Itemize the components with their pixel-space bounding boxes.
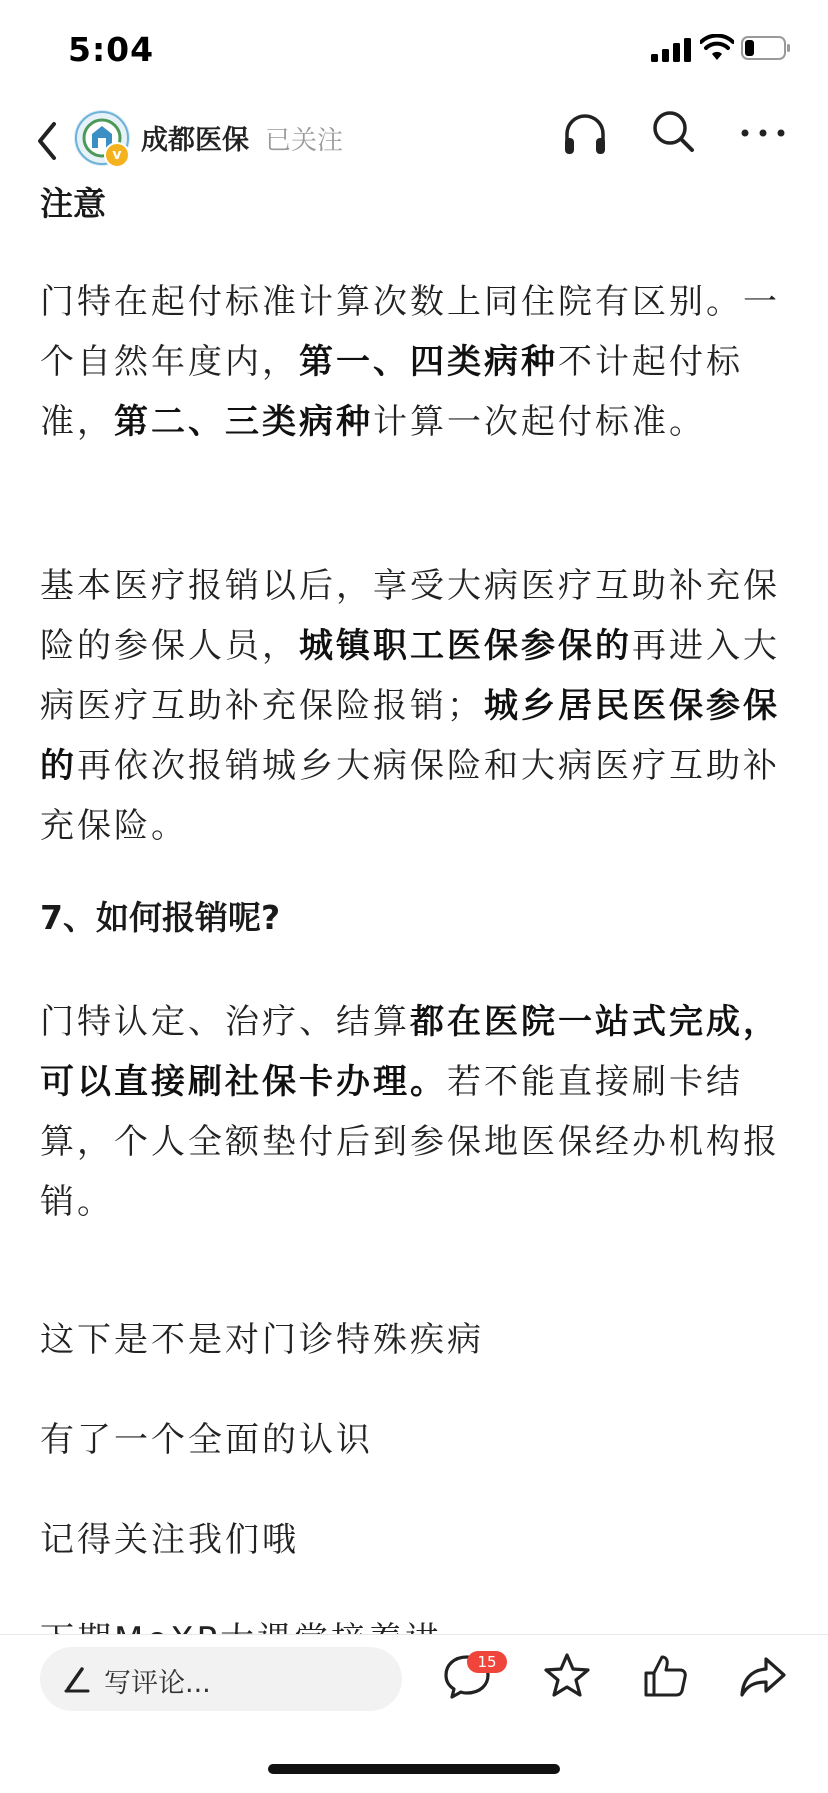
paragraph-deductible: 门特在起付标准计算次数上同住院有区别。一个自然年度内，第一、四类病种不计起付标准，第二、三类病种计算一次起付标准。 xyxy=(40,282,780,442)
star-icon[interactable] xyxy=(540,1649,594,1703)
comment-placeholder: 写评论... xyxy=(104,1668,211,1699)
closing-line: 有了一个全面的认识 xyxy=(40,1420,373,1460)
cellular-signal-icon xyxy=(651,38,693,62)
nav-bar xyxy=(0,100,828,192)
note-heading: 注意 xyxy=(40,184,106,223)
paragraph-major-illness: 基本医疗报销以后，享受大病医疗互助补充保险的参保人员，城镇职工医保参保的再进入大病医疗互助补充保险报销；城乡居民医保参保的再依次报销城乡大病保险和大病医疗互助补充保险。 xyxy=(40,566,780,846)
comment-count-badge: 15 xyxy=(467,1651,507,1673)
status-bar xyxy=(0,0,828,100)
closing-line: 这下是不是对门诊特殊疾病 xyxy=(40,1320,484,1360)
closing-line: 记得关注我们哦 xyxy=(40,1520,299,1560)
search-icon[interactable] xyxy=(648,106,698,156)
back-button[interactable] xyxy=(30,110,66,172)
home-indicator[interactable] xyxy=(268,1764,560,1774)
pen-icon xyxy=(62,1663,92,1695)
more-options-icon[interactable] xyxy=(738,118,788,148)
thumbs-up-icon[interactable] xyxy=(638,1649,692,1703)
follow-status[interactable]: 已关注 xyxy=(265,126,344,156)
headphones-icon[interactable] xyxy=(560,108,610,158)
verified-badge-icon: v xyxy=(104,142,130,168)
share-arrow-icon[interactable] xyxy=(736,1649,790,1703)
account-name[interactable]: 成都医保 xyxy=(141,125,249,156)
status-time: 5:04 xyxy=(68,30,155,69)
paragraph-reimbursement: 门特认定、治疗、结算都在医院一站式完成，可以直接刷社保卡办理。若不能直接刷卡结算，个人全额垫付后到参保地医保经办机构报销。 xyxy=(40,1002,780,1222)
battery-icon xyxy=(741,36,791,60)
comment-input[interactable] xyxy=(40,1647,402,1711)
wifi-icon xyxy=(700,34,734,62)
section-heading-reimbursement: 7、如何报销呢? xyxy=(40,898,281,937)
